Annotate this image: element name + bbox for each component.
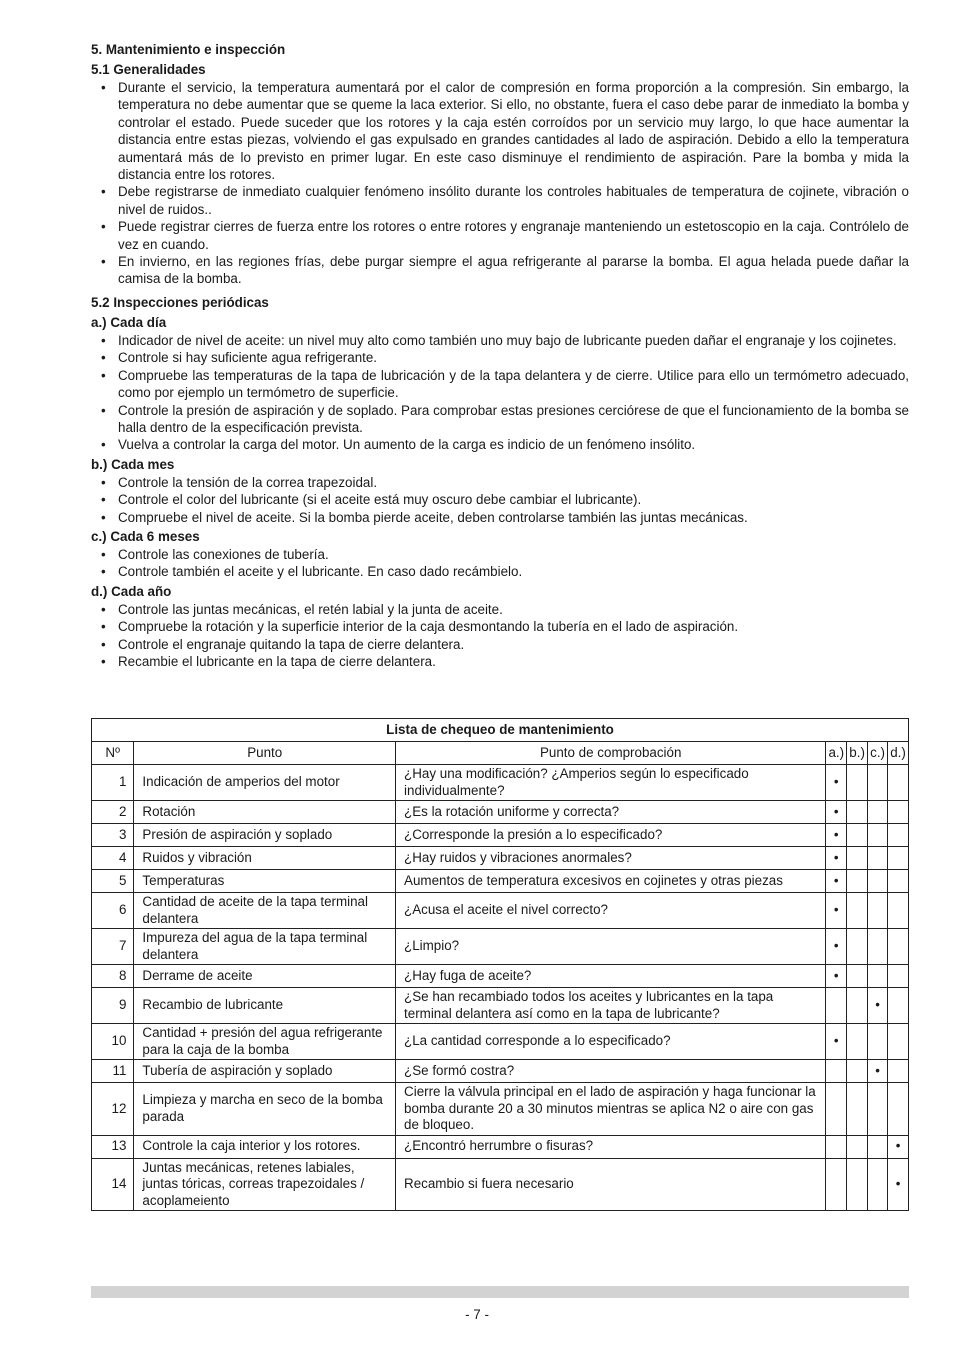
list-item-text: Compruebe la rotación y la superficie interior de la caja desmontando la tubería en el lado de aspiración. bbox=[118, 619, 739, 635]
row-punto: Cantidad de aceite de la tapa terminal delantera bbox=[134, 893, 396, 929]
maintenance-checklist-table bbox=[91, 718, 909, 1211]
mark-cell-c bbox=[868, 765, 888, 801]
heading-cada-dia: a.) Cada día bbox=[91, 314, 167, 330]
header-a: a.) bbox=[826, 742, 847, 765]
list-item bbox=[91, 653, 909, 670]
list-item-text: Controle el engranaje quitando la tapa de cierre delantera. bbox=[118, 636, 465, 652]
bullet-icon: • bbox=[101, 546, 106, 562]
document-body bbox=[91, 41, 909, 670]
table-row bbox=[92, 988, 909, 1024]
mark-cell-c bbox=[868, 824, 888, 847]
mark-cell-b bbox=[847, 765, 868, 801]
mark-cell-b bbox=[847, 893, 868, 929]
row-number: 4 bbox=[92, 847, 134, 870]
row-check: ¿Corresponde la presión a lo especificado? bbox=[396, 824, 826, 847]
bullet-icon: • bbox=[101, 619, 106, 635]
table-row bbox=[92, 965, 909, 988]
bullet-icon: • bbox=[101, 653, 106, 669]
bullet-icon: • bbox=[101, 254, 106, 270]
mark-cell-b bbox=[847, 929, 868, 965]
mark-cell-c bbox=[868, 1083, 888, 1136]
bullet-icon: • bbox=[101, 80, 106, 95]
row-punto: Tubería de aspiración y soplado bbox=[134, 1060, 396, 1083]
mark-cell-a: • bbox=[826, 847, 847, 870]
mark-cell-b bbox=[847, 1158, 868, 1211]
row-number: 7 bbox=[92, 929, 134, 965]
row-check: ¿Hay ruidos y vibraciones anormales? bbox=[396, 847, 826, 870]
list-cada-dia bbox=[91, 332, 909, 454]
row-number: 1 bbox=[92, 765, 134, 801]
mark-cell-b bbox=[847, 870, 868, 893]
mark-cell-d bbox=[888, 988, 909, 1024]
mark-cell-b bbox=[847, 965, 868, 988]
header-punto: Punto bbox=[134, 742, 396, 765]
subsection-title-inspecciones: 5.2 Inspecciones periódicas bbox=[91, 294, 269, 310]
list-item-text: Indicador de nivel de aceite: un nivel muy alto como también uno muy bajo de lubricante pueden dañar el engranaje y los cojinetes. bbox=[118, 332, 897, 348]
mark-cell-d: • bbox=[888, 1135, 909, 1158]
mark-cell-a: • bbox=[826, 870, 847, 893]
header-comprobacion: Punto de comprobación bbox=[396, 742, 826, 765]
row-punto: Juntas mecánicas, retenes labiales, juntas tóricas, correas trapezoidales / acoplameiento bbox=[134, 1158, 396, 1211]
table-row bbox=[92, 1024, 909, 1060]
list-item bbox=[91, 474, 909, 491]
row-punto: Rotación bbox=[134, 801, 396, 824]
mark-cell-d bbox=[888, 1060, 909, 1083]
row-check: ¿Es la rotación uniforme y correcta? bbox=[396, 801, 826, 824]
list-item-text: Vuelva a controlar la carga del motor. Un aumento de la carga es indicio de un fenómeno insólito. bbox=[118, 437, 696, 453]
mark-cell-b bbox=[847, 1135, 868, 1158]
table-row bbox=[92, 1158, 909, 1211]
heading-cada-6-meses: c.) Cada 6 meses bbox=[91, 528, 200, 544]
row-number: 10 bbox=[92, 1024, 134, 1060]
row-number: 3 bbox=[92, 824, 134, 847]
row-check: ¿Hay una modificación? ¿Amperios según lo especificado individualmente? bbox=[396, 765, 826, 801]
mark-cell-d bbox=[888, 1083, 909, 1136]
list-item-text: Controle la presión de aspiración y de soplado. Para comprobar estas presiones cerciórese de que el funcionamiento de la bomba se halla dentro de la especificación prevista. bbox=[118, 402, 909, 435]
row-number: 6 bbox=[92, 893, 134, 929]
row-check: ¿Hay fuga de aceite? bbox=[396, 965, 826, 988]
table-row bbox=[92, 824, 909, 847]
bullet-icon: • bbox=[101, 564, 106, 580]
bullet-icon: • bbox=[101, 350, 106, 366]
row-punto: Cantidad + presión del agua refrigerante para la caja de la bomba bbox=[134, 1024, 396, 1060]
list-item bbox=[91, 183, 909, 218]
mark-cell-b bbox=[847, 801, 868, 824]
mark-cell-a bbox=[826, 1158, 847, 1211]
row-check: Aumentos de temperatura excesivos en cojinetes y otras piezas bbox=[396, 870, 826, 893]
list-item-text: Controle si hay suficiente agua refrigerante. bbox=[118, 350, 378, 366]
list-item-text: Puede registrar cierres de fuerza entre los rotores o entre rotores y engranaje manteniendo un estetoscopio en la caja. Contrólelo de vez en cuando. bbox=[118, 219, 909, 252]
heading-cada-mes: b.) Cada mes bbox=[91, 456, 175, 472]
mark-cell-c bbox=[868, 1158, 888, 1211]
mark-cell-d bbox=[888, 965, 909, 988]
mark-cell-d bbox=[888, 929, 909, 965]
row-number: 14 bbox=[92, 1158, 134, 1211]
row-punto: Indicación de amperios del motor bbox=[134, 765, 396, 801]
row-punto: Controle la caja interior y los rotores. bbox=[134, 1135, 396, 1158]
list-item bbox=[91, 563, 909, 580]
list-item bbox=[91, 546, 909, 563]
bullet-icon: • bbox=[101, 332, 106, 348]
bullet-icon: • bbox=[101, 402, 106, 418]
mark-cell-a: • bbox=[826, 765, 847, 801]
row-punto: Limpieza y marcha en seco de la bomba parada bbox=[134, 1083, 396, 1136]
list-item-text: Recambie el lubricante en la tapa de cierre delantera. bbox=[118, 653, 436, 669]
mark-cell-d bbox=[888, 870, 909, 893]
mark-cell-d bbox=[888, 824, 909, 847]
list-item bbox=[91, 618, 909, 635]
mark-cell-c bbox=[868, 801, 888, 824]
row-check: ¿Se formó costra? bbox=[396, 1060, 826, 1083]
list-generalidades bbox=[91, 79, 909, 288]
list-item bbox=[91, 436, 909, 453]
mark-cell-d: • bbox=[888, 1158, 909, 1211]
table-row bbox=[92, 893, 909, 929]
row-number: 5 bbox=[92, 870, 134, 893]
list-item bbox=[91, 253, 909, 288]
bullet-icon: • bbox=[101, 509, 106, 525]
row-number: 9 bbox=[92, 988, 134, 1024]
row-number: 12 bbox=[92, 1083, 134, 1136]
mark-cell-c bbox=[868, 1024, 888, 1060]
mark-cell-a: • bbox=[826, 1024, 847, 1060]
mark-cell-d bbox=[888, 847, 909, 870]
mark-cell-b bbox=[847, 1024, 868, 1060]
list-cada-mes bbox=[91, 474, 909, 526]
mark-cell-a: • bbox=[826, 824, 847, 847]
mark-cell-a: • bbox=[826, 965, 847, 988]
row-check: ¿Acusa el aceite el nivel correcto? bbox=[396, 893, 826, 929]
mark-cell-c bbox=[868, 870, 888, 893]
row-number: 2 bbox=[92, 801, 134, 824]
row-number: 13 bbox=[92, 1135, 134, 1158]
table-row bbox=[92, 1083, 909, 1136]
page-number: - 7 - bbox=[465, 1307, 489, 1322]
mark-cell-c bbox=[868, 893, 888, 929]
mark-cell-b bbox=[847, 988, 868, 1024]
bullet-icon: • bbox=[101, 474, 106, 490]
mark-cell-d bbox=[888, 893, 909, 929]
list-item bbox=[91, 218, 909, 253]
mark-cell-c: • bbox=[868, 1060, 888, 1083]
row-check: Recambio si fuera necesario bbox=[396, 1158, 826, 1211]
list-item-text: Controle también el aceite y el lubricante. En caso dado recámbielo. bbox=[118, 564, 523, 580]
mark-cell-d bbox=[888, 801, 909, 824]
list-item-text: Controle la tensión de la correa trapezoidal. bbox=[118, 474, 378, 490]
section-title: 5. Mantenimiento e inspección bbox=[91, 42, 286, 57]
row-check: ¿Encontró herrumbre o fisuras? bbox=[396, 1135, 826, 1158]
bullet-icon: • bbox=[101, 367, 106, 383]
list-item-text: Compruebe las temperaturas de la tapa de lubricación y de la tapa delantera y de cierre. Utilice para ello un termómetro adecuado, como por ejemplo un termómetro de superficie. bbox=[118, 367, 909, 401]
table-row bbox=[92, 1135, 909, 1158]
list-cada-ano bbox=[91, 601, 909, 671]
list-item bbox=[91, 349, 909, 366]
list-item bbox=[91, 402, 909, 437]
subsection-title-generalidades: 5.1 Generalidades bbox=[91, 62, 206, 77]
row-check: Cierre la válvula principal en el lado de aspiración y haga funcionar la bomba durante 20 a 30 minutos mientras se aplica N2 o aire con gas de bloqueo. bbox=[396, 1083, 826, 1136]
list-item-text: Durante el servicio, la temperatura aumentará por el calor de compresión en forma proporción a la compresión. Sin embargo, la temperatura no debe aumentar que se queme la laca exterior. Si ello, no obstante, fuera el caso debe parar de inmediato la bomba y controlar el estado. Puede suceder que los rotores y la caja estén corroídos por un servicio muy largo, lo que hace aumentar la distancia entre estas piezas, volviendo el gas expulsado en grandes cantidades al lado de aspiración. Debido a ello la temperatura aumentará más de lo previsto en primer lugar. En este caso disminuye el rendimiento de aspiración. Pare la bomba y mida la distancia entre los rotores. bbox=[118, 80, 909, 183]
mark-cell-b bbox=[847, 847, 868, 870]
mark-cell-a bbox=[826, 1060, 847, 1083]
list-item-text: Compruebe el nivel de aceite. Si la bomba pierde aceite, deben controlarse también las juntas mecánicas. bbox=[118, 509, 748, 525]
mark-cell-b bbox=[847, 1060, 868, 1083]
header-b: b.) bbox=[847, 742, 868, 765]
mark-cell-a bbox=[826, 1135, 847, 1158]
bullet-icon: • bbox=[101, 184, 106, 200]
mark-cell-c bbox=[868, 929, 888, 965]
row-punto: Ruidos y vibración bbox=[134, 847, 396, 870]
mark-cell-c bbox=[868, 847, 888, 870]
list-item bbox=[91, 79, 909, 183]
header-c: c.) bbox=[868, 742, 888, 765]
mark-cell-b bbox=[847, 1083, 868, 1136]
list-item bbox=[91, 332, 909, 349]
table-caption: Lista de chequeo de mantenimiento bbox=[92, 719, 909, 742]
row-punto: Impureza del agua de la tapa terminal delantera bbox=[134, 929, 396, 965]
bullet-icon: • bbox=[101, 636, 106, 652]
table-row bbox=[92, 801, 909, 824]
row-check: ¿Se han recambiado todos los aceites y lubricantes en la tapa terminal delantera así como en la tapa de lubricante? bbox=[396, 988, 826, 1024]
footer-bar bbox=[91, 1286, 909, 1298]
row-punto: Recambio de lubricante bbox=[134, 988, 396, 1024]
row-punto: Derrame de aceite bbox=[134, 965, 396, 988]
list-item-text: Controle las conexiones de tubería. bbox=[118, 546, 329, 562]
list-item bbox=[91, 367, 909, 402]
table-row bbox=[92, 870, 909, 893]
row-punto: Temperaturas bbox=[134, 870, 396, 893]
mark-cell-d bbox=[888, 765, 909, 801]
list-item-text: Debe registrarse de inmediato cualquier fenómeno insólito durante los controles habituales de temperatura de cojinete, vibración o nivel de ruidos.. bbox=[118, 184, 909, 217]
mark-cell-a: • bbox=[826, 929, 847, 965]
table-row bbox=[92, 847, 909, 870]
mark-cell-a bbox=[826, 1083, 847, 1136]
row-number: 11 bbox=[92, 1060, 134, 1083]
list-cada-6-meses bbox=[91, 546, 909, 581]
list-item bbox=[91, 491, 909, 508]
mark-cell-c bbox=[868, 1135, 888, 1158]
header-num: Nº bbox=[92, 742, 134, 765]
table-row bbox=[92, 929, 909, 965]
mark-cell-c: • bbox=[868, 988, 888, 1024]
mark-cell-c bbox=[868, 965, 888, 988]
heading-cada-ano: d.) Cada año bbox=[91, 583, 172, 599]
mark-cell-b bbox=[847, 824, 868, 847]
list-item-text: Controle las juntas mecánicas, el retén labial y la junta de aceite. bbox=[118, 601, 503, 617]
mark-cell-a bbox=[826, 988, 847, 1024]
row-number: 8 bbox=[92, 965, 134, 988]
list-item-text: Controle el color del lubricante (si el aceite está muy oscuro debe cambiar el lubricante). bbox=[118, 492, 642, 508]
mark-cell-a: • bbox=[826, 893, 847, 929]
row-check: ¿Limpio? bbox=[396, 929, 826, 965]
bullet-icon: • bbox=[101, 437, 106, 453]
bullet-icon: • bbox=[101, 219, 106, 235]
list-item bbox=[91, 509, 909, 526]
table-row bbox=[92, 765, 909, 801]
header-d: d.) bbox=[888, 742, 909, 765]
mark-cell-d bbox=[888, 1024, 909, 1060]
bullet-icon: • bbox=[101, 601, 106, 617]
list-item bbox=[91, 601, 909, 618]
row-punto: Presión de aspiración y soplado bbox=[134, 824, 396, 847]
list-item-text: En invierno, en las regiones frías, debe purgar siempre el agua refrigerante al pararse la bomba. El agua helada puede dañar la camisa de la bomba. bbox=[118, 254, 909, 287]
table-row bbox=[92, 1060, 909, 1083]
row-check: ¿La cantidad corresponde a lo especificado? bbox=[396, 1024, 826, 1060]
table-body bbox=[92, 765, 909, 1211]
mark-cell-a: • bbox=[826, 801, 847, 824]
list-item bbox=[91, 636, 909, 653]
bullet-icon: • bbox=[101, 492, 106, 508]
